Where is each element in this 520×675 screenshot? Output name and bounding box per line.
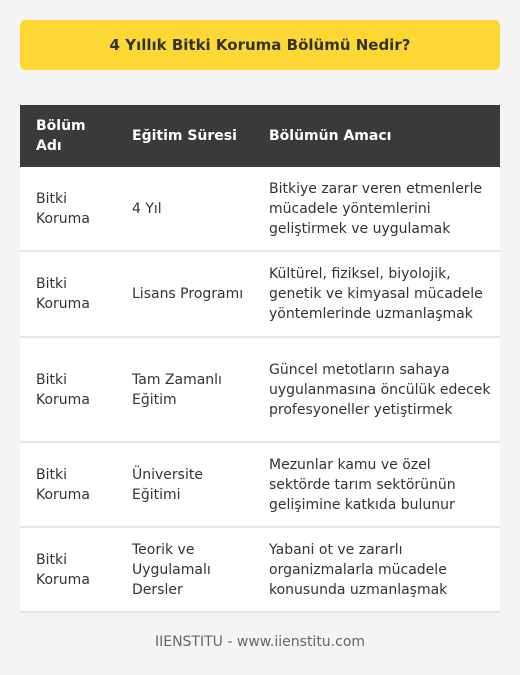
footer-credit: IIENSTITU - www.iienstitu.com (154, 634, 366, 650)
cell-name: Bitki Koruma (20, 442, 116, 527)
cell-duration: 4 Yıl (116, 167, 253, 251)
cell-purpose: Mezunlar kamu ve özel sektörde tarım sektörünün gelişimine katkıda bulunur (253, 442, 500, 527)
column-header-duration: Eğitim Süresi (116, 105, 253, 167)
cell-purpose: Kültürel, fiziksel, biyolojik, genetik ve kimyasal mücadele yöntemlerinde uzmanlaşmak (253, 251, 500, 337)
table-header-row (20, 105, 500, 167)
cell-name: Bitki Koruma (20, 337, 116, 442)
cell-name: Bitki Koruma (20, 527, 116, 612)
table-row (20, 337, 500, 442)
page-title: 4 Yıllık Bitki Koruma Bölümü Nedir? (20, 20, 500, 70)
table-row (20, 251, 500, 337)
cell-purpose: Yabani ot ve zararlı organizmalarla mücadele konusunda uzmanlaşmak (253, 527, 500, 612)
cell-duration: Tam Zamanlı Eğitim (116, 337, 253, 442)
cell-name: Bitki Koruma (20, 167, 116, 251)
table-row (20, 527, 500, 612)
column-header-purpose: Bölümün Amacı (253, 105, 500, 167)
cell-duration: Teorik ve Uygulamalı Dersler (116, 527, 253, 612)
cell-duration: Üniversite Eğitimi (116, 442, 253, 527)
column-header-name: Bölüm Adı (20, 105, 116, 167)
cell-name: Bitki Koruma (20, 251, 116, 337)
table-row (20, 442, 500, 527)
cell-purpose: Bitkiye zarar veren etmenlerle mücadele yöntemlerini geliştirmek ve uygulamak (253, 167, 500, 251)
info-table (20, 105, 500, 613)
table-row (20, 167, 500, 251)
cell-duration: Lisans Programı (116, 251, 253, 337)
cell-purpose: Güncel metotların sahaya uygulanmasına öncülük edecek profesyoneller yetiştirmek (253, 337, 500, 442)
